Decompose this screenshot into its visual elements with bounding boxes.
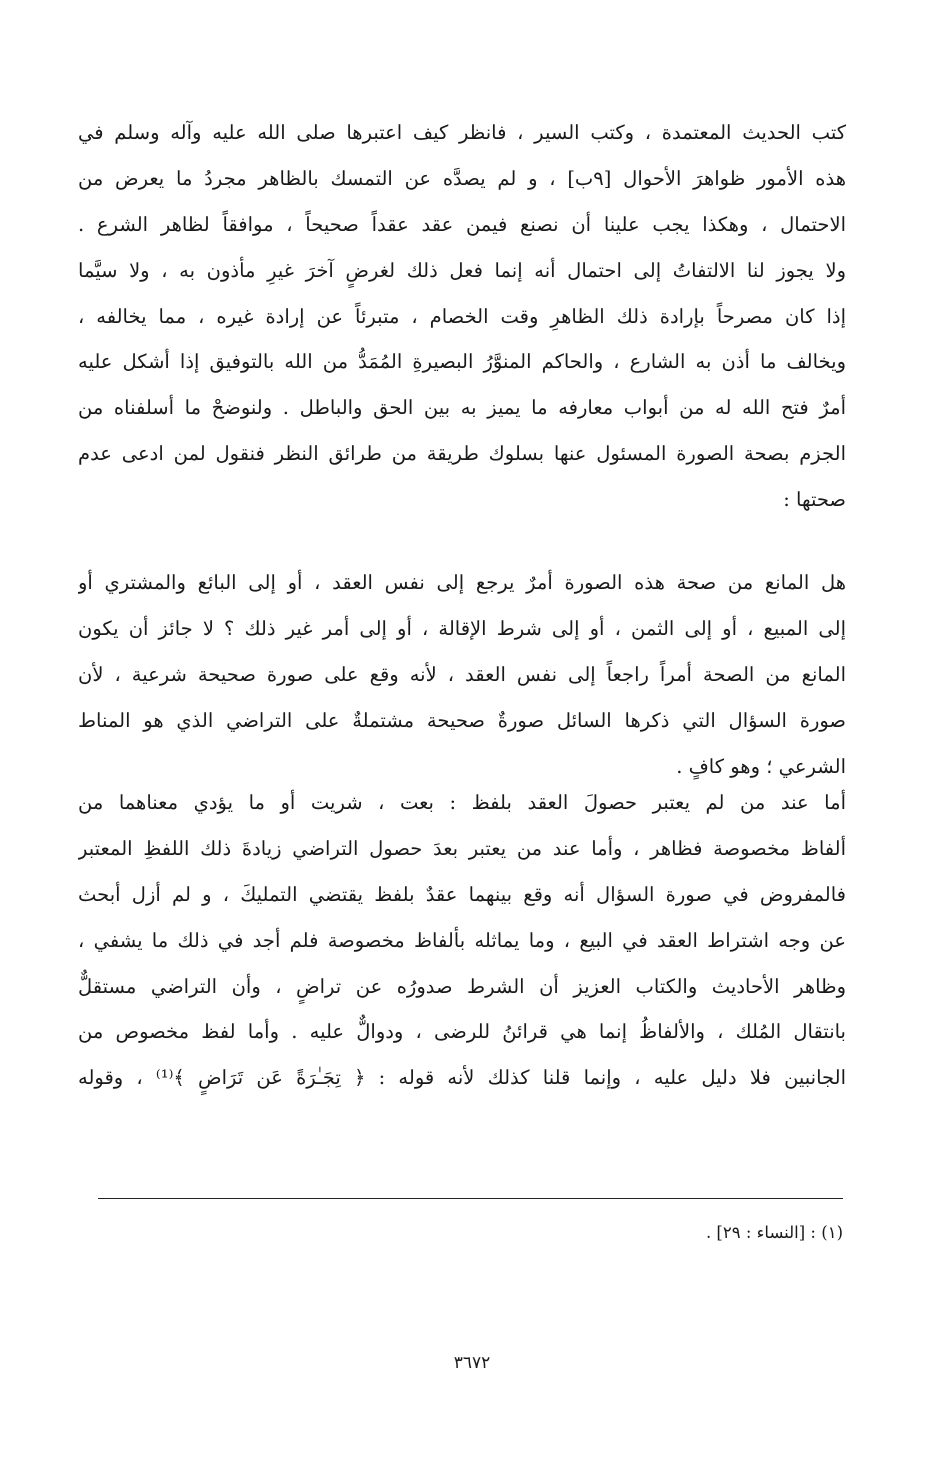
text-line: الجزم بصحة الصورة المسئول عنها بسلوك طريقة من طرائق النظر فنقول لمن ادعى عدم	[78, 442, 846, 466]
text-line: هذه الأمور ظواهرَ الأحوال [٩ب] ، و لم يصدَّه عن التمسك بالظاهر مجردُ ما يعرض من	[78, 166, 846, 190]
paragraph-2	[78, 560, 846, 789]
footnote: (١) : [النساء : ٢٩] .	[705, 1223, 843, 1242]
text-line: الجانبين فلا دليل عليه ، وإنما قلنا كذلك لأنه قوله : ﴿ تِجَـٰرَةً عَن تَرَاضٍ ﴾⁽¹⁾ ، وقوله	[78, 1066, 846, 1090]
text-line: ويخالف ما أذن به الشارع ، والحاكم المنوَّرُ البصيرةِ المُمَدُّ من الله بالتوفيق إذا أشكل عليه	[78, 350, 846, 374]
text-line: فالمفروض في صورة السؤال أنه وقع بينهما عقدٌ بلفظ يقتضي التمليكَ ، و لم أزل أبحث	[78, 882, 846, 906]
text-line: ولا يجوز لنا الالتفاتُ إلى احتمال أنه إنما فعل ذلك لغرضٍ آخرَ غيرِ مأذون به ، ولا سيَّما	[78, 258, 846, 282]
text-line: عن وجه اشتراط العقد في البيع ، وما يماثله بألفاظ مخصوصة فلم أجد في ذلك ما يشفي ،	[78, 928, 846, 952]
paragraph-3	[78, 780, 846, 1101]
paragraph-1	[78, 110, 846, 523]
text-line: إذا كان مصرحاً بإرادة ذلك الظاهرِ وقت الخصام ، متبرئاً عن إرادة غيره ، مما يخالفه ،	[78, 304, 846, 328]
text-line: وظاهر الأحاديث والكتاب العزيز أن الشرط صدورُه عن تراضٍ ، وأن التراضي مستقلٌّ	[78, 974, 846, 998]
text-line: إلى المبيع ، أو إلى الثمن ، أو إلى شرط الإقالة ، أو إلى أمر غير ذلك ؟ لا جائز أن يكون	[78, 616, 846, 640]
text-line: كتب الحديث المعتمدة ، وكتب السير ، فانظر كيف اعتبرها صلى الله عليه وآله وسلم في	[78, 121, 846, 144]
text-line: أمرٌ فتح الله له من أبواب معارفه ما يميز به بين الحق والباطل . ولنوضحْ ما أسلفناه من	[78, 396, 846, 420]
page-number: ٣٦٧٢	[453, 1353, 491, 1373]
text-line: بانتقال المُلك ، والألفاظُ إنما هي قرائنُ للرضى ، ودوالٌّ عليه . وأما لفظ مخصوص من	[78, 1020, 846, 1044]
text-line: أما عند من لم يعتبر حصولَ العقد بلفظ : بعت ، شريت أو ما يؤدي معناهما من	[78, 791, 846, 814]
text-line: الشرعي ؛ وهو كافٍ .	[676, 754, 846, 778]
footnote-divider	[98, 1198, 843, 1199]
text-line: المانع من الصحة أمراً راجعاً إلى نفس العقد ، لأنه وقع على صورة صحيحة شرعية ، لأن	[78, 662, 846, 686]
text-line: صحتها :	[783, 488, 846, 512]
text-line: الاحتمال ، وهكذا يجب علينا أن نصنع فيمن عقد عقداً صحيحاً ، موافقاً لظاهر الشرع .	[78, 212, 846, 236]
text-line: هل المانع من صحة هذه الصورة أمرٌ يرجع إلى نفس العقد ، أو إلى البائع والمشتري أو	[78, 571, 846, 594]
text-line: ألفاظ مخصوصة فظاهر ، وأما عند من يعتبر بعدَ حصول التراضي زيادةَ ذلك اللفظِ المعتبر	[78, 836, 846, 860]
text-line: صورة السؤال التي ذكرها السائل صورةٌ صحيحة مشتملةٌ على التراضي الذي هو المناط	[78, 708, 846, 732]
